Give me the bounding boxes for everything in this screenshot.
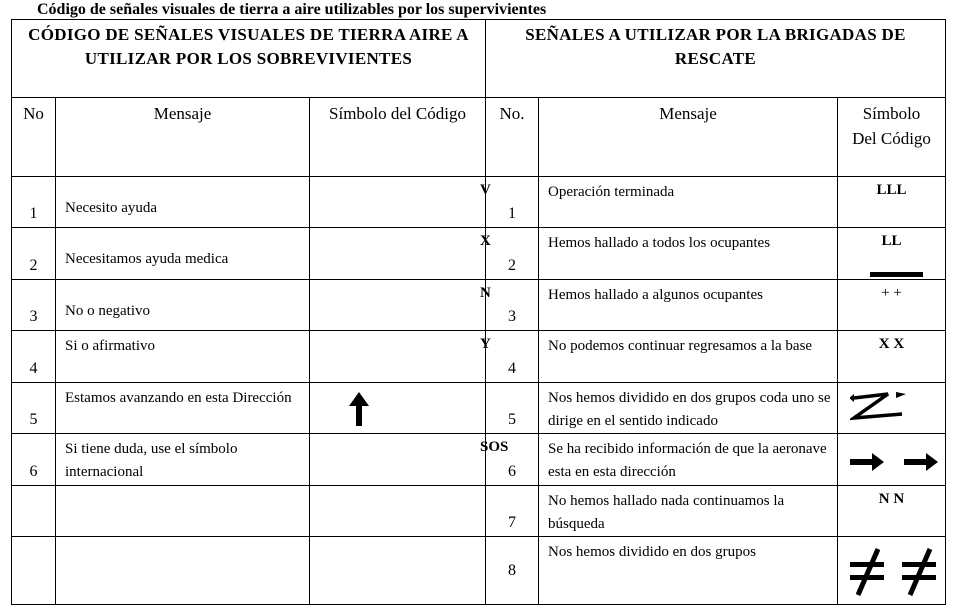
survivor-symbol-text: SOS xyxy=(480,439,509,455)
right-section-header: SEÑALES A UTILIZAR POR LA BRIGADAS DE RESCATE xyxy=(486,20,946,98)
empty-cell xyxy=(56,486,310,537)
empty-cell xyxy=(56,537,310,605)
table-row xyxy=(12,228,946,280)
rescue-message: Nos hemos dividido en dos grupos coda uno se dirige en el sentido indicado xyxy=(539,383,838,434)
empty-cell xyxy=(12,537,56,605)
rescue-no: 4 xyxy=(486,331,539,383)
table-row xyxy=(12,537,946,605)
rescue-message: Nos hemos dividido en dos grupos xyxy=(539,537,838,605)
col-header-no-left: No xyxy=(12,98,56,177)
rescue-symbol xyxy=(838,537,946,605)
survivor-message xyxy=(56,280,310,331)
survivor-no: 3 xyxy=(12,280,56,331)
table-row xyxy=(12,177,946,228)
survivor-message xyxy=(56,228,310,280)
rescue-no: 3 xyxy=(486,280,539,331)
col-header-no-right: No. xyxy=(486,98,539,177)
rescue-message: Se ha recibido información de que la aeronave esta en esta dirección xyxy=(539,434,838,486)
survivor-symbol xyxy=(310,280,491,331)
survivor-symbol-text: N xyxy=(480,285,491,301)
rescue-symbol: N N xyxy=(838,486,946,537)
survivor-message: Si o afirmativo xyxy=(56,331,310,383)
survivor-message-text: Necesitamos ayuda medica xyxy=(65,251,229,267)
survivor-symbol xyxy=(310,177,491,228)
not-equal-pair-icon xyxy=(844,541,944,601)
document-title: Código de señales visuales de tierra a aire utilizables por los supervivientes xyxy=(37,1,547,18)
survivor-message: Si tiene duda, use el símbolo internacional xyxy=(56,434,310,486)
table-row xyxy=(12,331,946,383)
rescue-message: No hemos hallado nada continuamos la búsqueda xyxy=(539,486,838,537)
survivor-message-text: No o negativo xyxy=(65,303,150,319)
rescue-symbol xyxy=(838,383,946,434)
survivor-symbol xyxy=(310,383,486,434)
rescue-no: 7 xyxy=(486,486,539,537)
rescue-message: No podemos continuar regresamos a la base xyxy=(539,331,838,383)
rescue-symbol xyxy=(838,434,946,486)
rescue-no: 6 xyxy=(486,434,539,486)
survivor-no: 4 xyxy=(12,331,56,383)
empty-cell xyxy=(310,537,486,605)
underline-bar-icon xyxy=(870,272,923,277)
rescue-no: 1 xyxy=(486,177,539,228)
rescue-symbol-text: LL xyxy=(881,233,902,249)
survivor-symbol xyxy=(310,228,491,280)
survivor-no: 6 xyxy=(12,434,56,486)
rescue-symbol: X X xyxy=(838,331,946,383)
rescue-message: Hemos hallado a todos los ocupantes xyxy=(539,228,838,280)
rescue-symbol: LLL xyxy=(838,177,946,228)
survivor-symbol xyxy=(310,434,509,486)
rescue-message: Hemos hallado a algunos ocupantes xyxy=(539,280,838,331)
rescue-message: Operación terminada xyxy=(539,177,838,228)
survivor-message: Estamos avanzando en esta Dirección xyxy=(56,383,310,434)
survivor-symbol xyxy=(310,331,491,383)
signal-code-table xyxy=(11,19,946,605)
survivor-symbol-text: Y xyxy=(480,336,491,352)
empty-cell xyxy=(310,486,486,537)
empty-cell xyxy=(12,486,56,537)
survivor-no: 5 xyxy=(12,383,56,434)
double-right-arrow-icon xyxy=(846,450,942,474)
arrow-up-icon xyxy=(344,390,374,430)
col-header-symbol-right: Símbolo Del Código xyxy=(838,98,946,177)
table-row xyxy=(12,280,946,331)
table-row xyxy=(12,486,946,537)
rescue-symbol: + + xyxy=(838,280,946,331)
survivor-no: 1 xyxy=(12,177,56,228)
survivor-symbol-text: X xyxy=(480,233,491,249)
split-arrows-icon xyxy=(850,388,910,428)
col-header-symbol-left: Símbolo del Código xyxy=(310,98,486,177)
col-header-message-left: Mensaje xyxy=(56,98,310,177)
survivor-no: 2 xyxy=(12,228,56,280)
rescue-no: 8 xyxy=(486,537,539,605)
col-header-message-right: Mensaje xyxy=(539,98,838,177)
left-section-header: CÓDIGO DE SEÑALES VISUALES DE TIERRA AIRE A UTILIZAR POR LOS SOBREVIVIENTES xyxy=(12,20,486,98)
table-row xyxy=(12,434,946,486)
rescue-symbol xyxy=(838,228,946,280)
rescue-no: 5 xyxy=(486,383,539,434)
rescue-no: 2 xyxy=(486,228,539,280)
survivor-symbol-text: V xyxy=(480,182,491,198)
survivor-message xyxy=(56,177,310,228)
table-row xyxy=(12,383,946,434)
survivor-message-text: Necesito ayuda xyxy=(65,200,158,216)
